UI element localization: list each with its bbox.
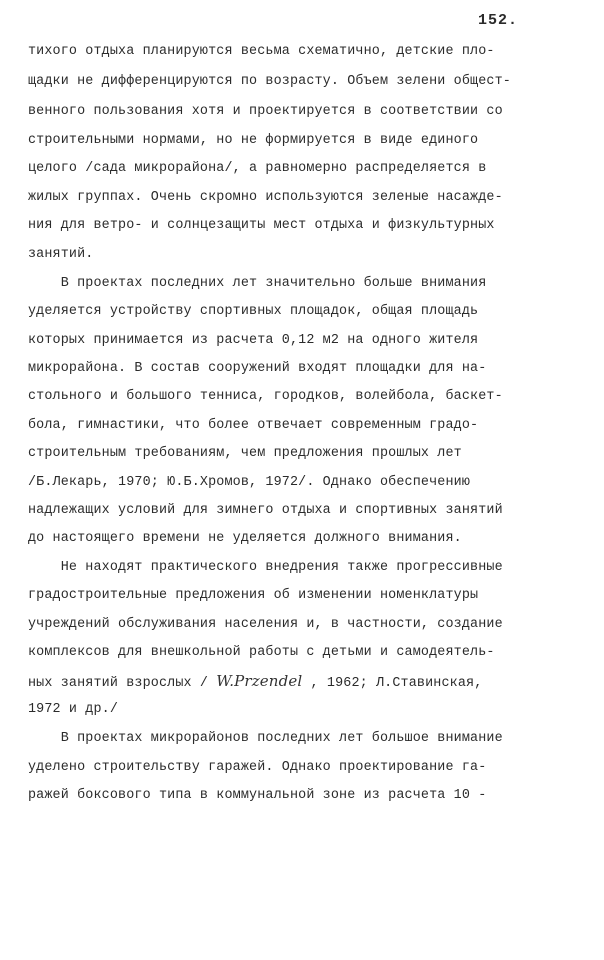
text-line: микрорайона. В состав сооружений входят площадки для на- [28, 361, 487, 376]
text-line: бола, гимнастики, что более отвечает современным градо- [28, 418, 479, 433]
text-line: уделяется устройству спортивных площадок, общая площадь [28, 304, 479, 319]
text-line: венного пользования хотя и проектируется в соответствии со [28, 104, 503, 119]
text-line: жилых группах. Очень скромно используются зеленые насажде- [28, 190, 503, 205]
text-line: надлежащих условий для зимнего отдыха и спортивных занятий [28, 503, 503, 518]
text-line-with-handwriting [28, 672, 482, 691]
text-line: В проектах микрорайонов последних лет большое внимание [28, 731, 503, 746]
text-line: строительными нормами, но не формируется в виде единого [28, 133, 479, 148]
text-line: щадки не дифференцируются по возрасту. Объем зелени общест- [28, 74, 511, 89]
text-line: учреждений обслуживания населения и, в частности, создание [28, 617, 503, 632]
text-line: 1972 и др./ [28, 702, 119, 717]
text-line: которых принимается из расчета 0,12 м2 на одного жителя [28, 333, 479, 348]
text-line: ния для ветро- и солнцезащиты мест отдыха и физкультурных [28, 218, 495, 233]
text-line: В проектах последних лет значительно больше внимания [28, 276, 487, 291]
text-line: занятий. [28, 247, 94, 262]
page-number: 152. [478, 12, 519, 29]
text-line: тихого отдыха планируются весьма схематично, детские пло- [28, 44, 495, 59]
handwritten-name: W.Przendel [216, 672, 303, 690]
text-segment: ных занятий взрослых / [28, 676, 217, 691]
text-line: Не находят практического внедрения также прогрессивные [28, 560, 503, 575]
text-line: градостроительные предложения об изменении номенклатуры [28, 588, 479, 603]
text-line: стольного и большого тенниса, городков, волейбола, баскет- [28, 389, 503, 404]
text-line: /Б.Лекарь, 1970; Ю.Б.Хромов, 1972/. Однако обеспечению [28, 475, 471, 490]
text-line: до настоящего времени не уделяется должного внимания. [28, 531, 462, 546]
text-line: ражей боксового типа в коммунальной зоне из расчета 10 - [28, 788, 487, 803]
text-line: комплексов для внешкольной работы с детьми и самодеятель- [28, 645, 495, 660]
text-line: уделено строительству гаражей. Однако проектирование га- [28, 760, 487, 775]
text-line: целого /сада микрорайона/, а равномерно распределяется в [28, 161, 487, 176]
text-segment: , 1962; Л.Ставинская, [302, 676, 483, 691]
text-line: строительным требованиям, чем предложения прошлых лет [28, 446, 462, 461]
